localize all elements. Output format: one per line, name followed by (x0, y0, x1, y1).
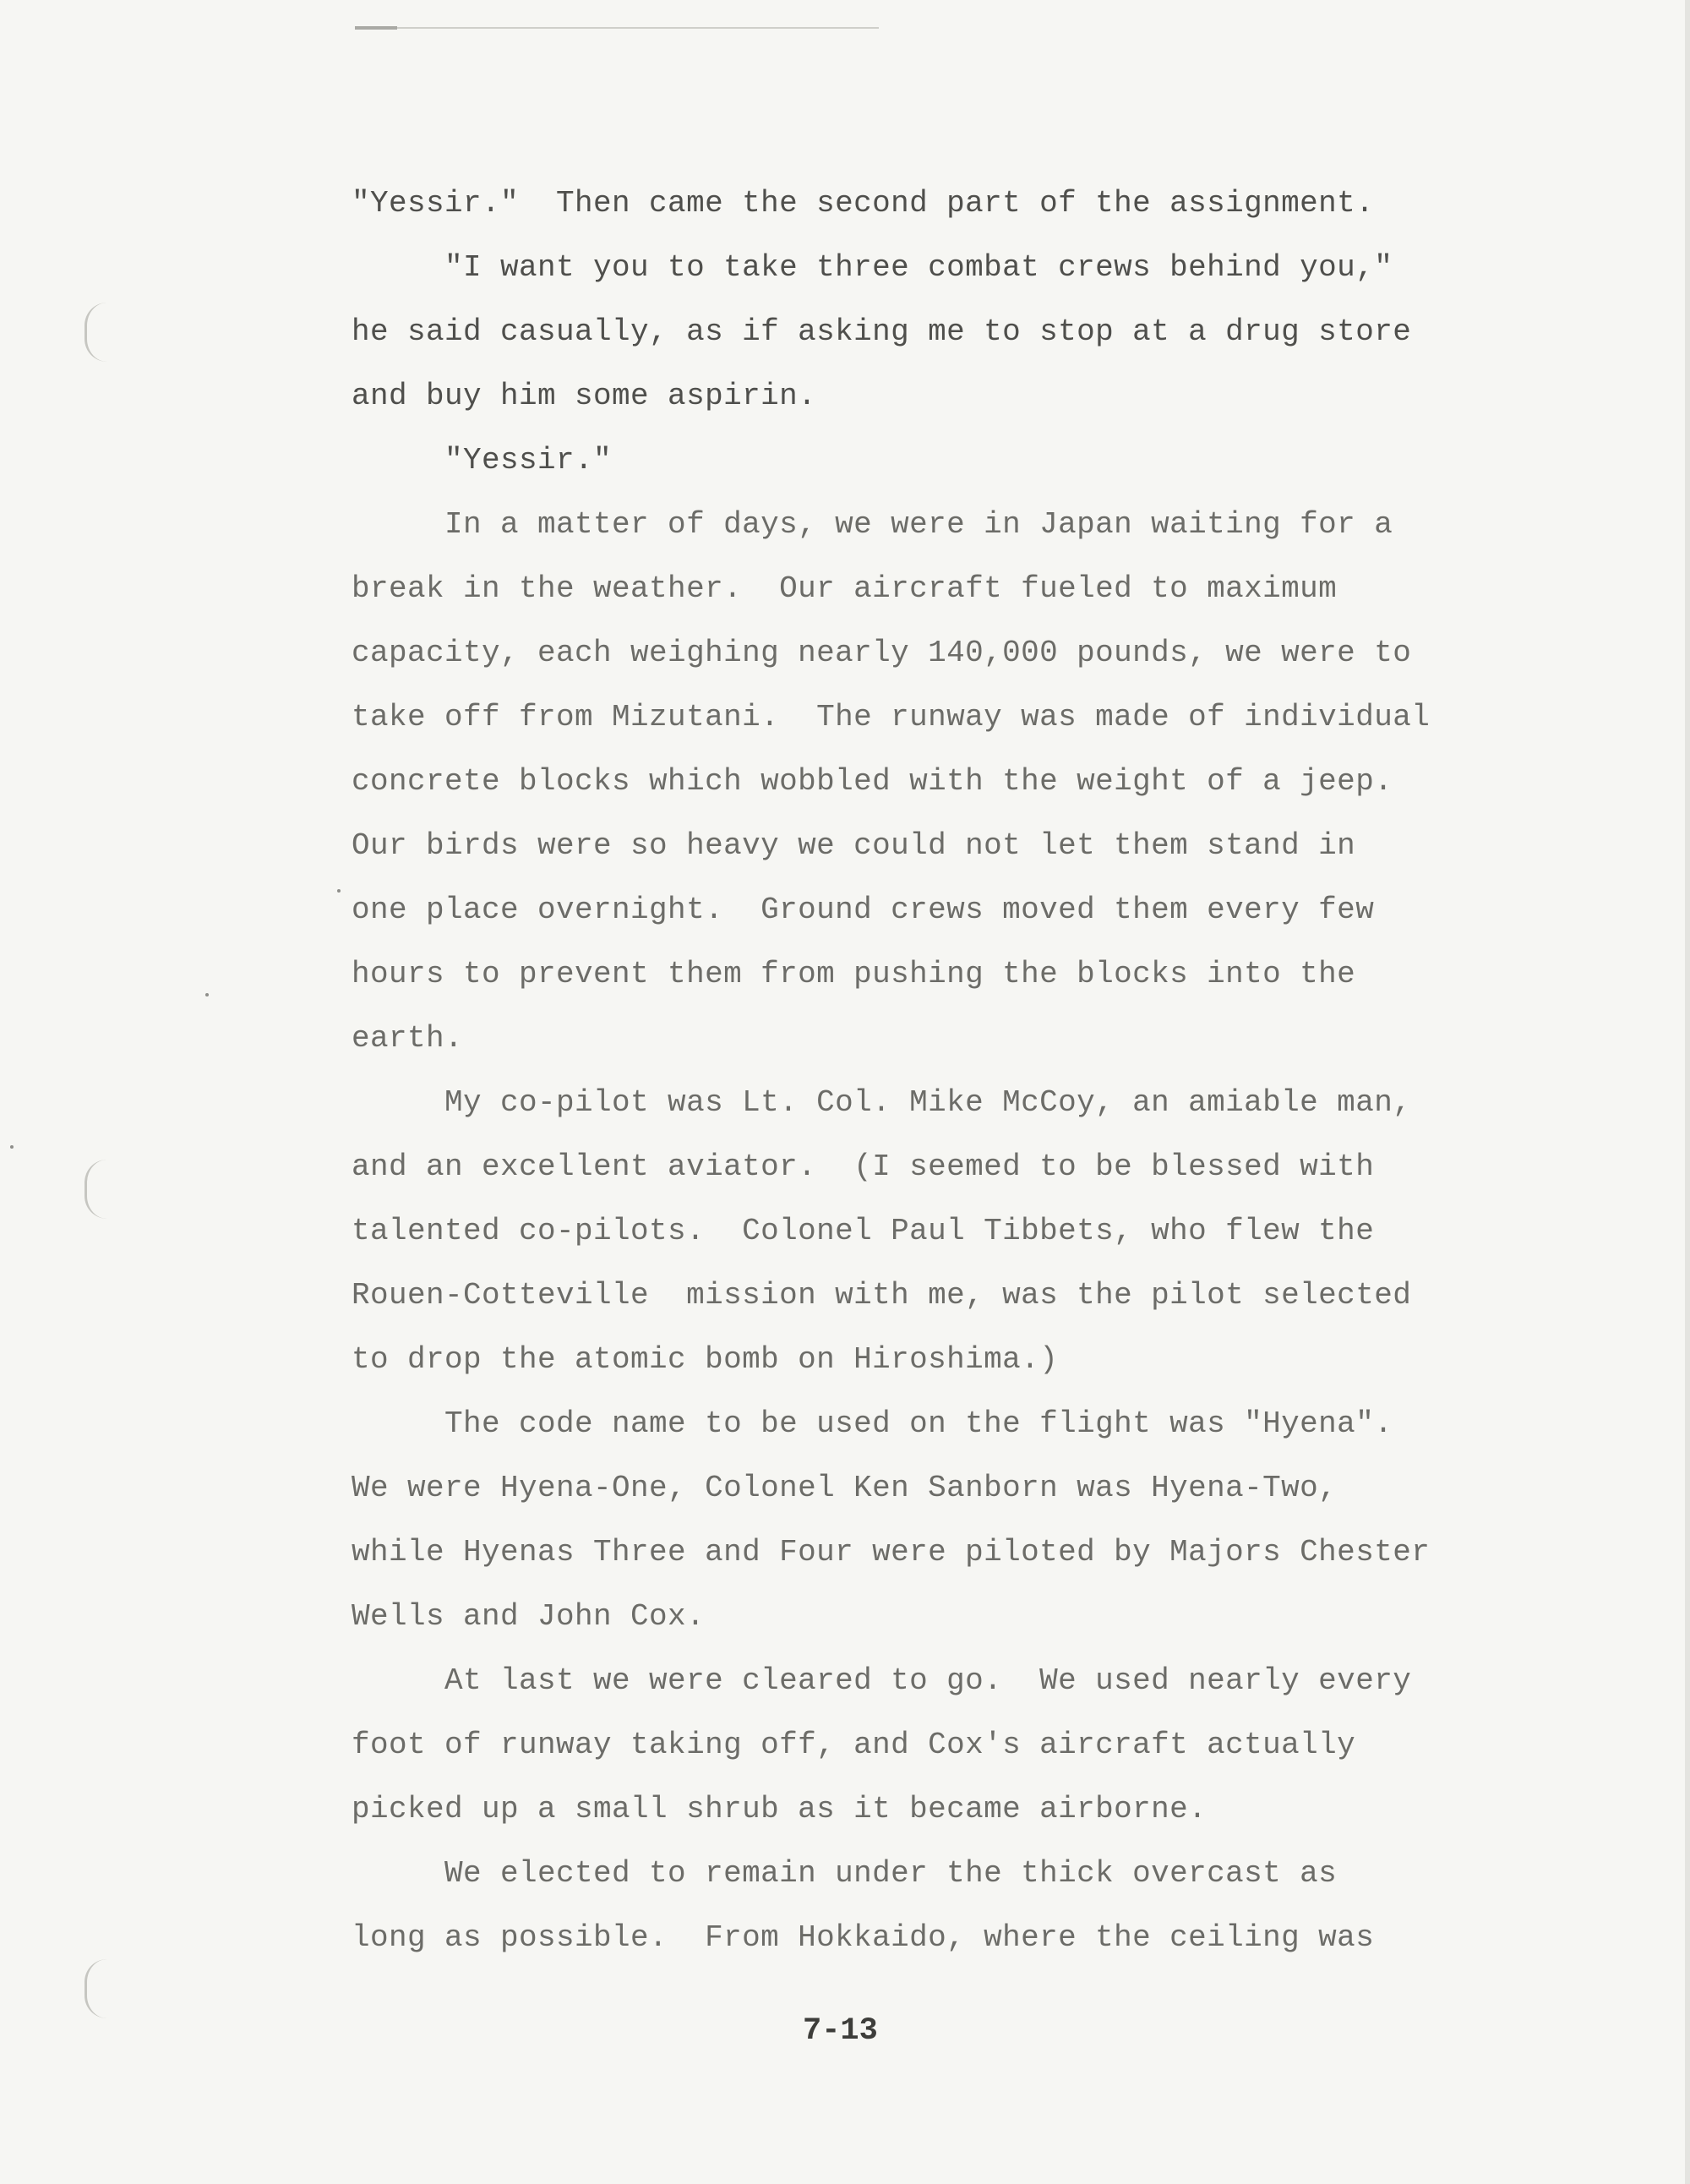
scan-speck (10, 1145, 14, 1149)
text-line: take off from Mizutani. The runway was made of individual (352, 700, 1431, 734)
text-line: to drop the atomic bomb on Hiroshima.) (352, 1342, 1059, 1377)
binder-hole-mark (84, 1959, 107, 2018)
text-line: Our birds were so heavy we could not let them stand in (352, 828, 1356, 863)
binder-hole-mark (84, 303, 107, 362)
text-line: picked up a small shrub as it became airborne. (352, 1792, 1208, 1826)
text-line: and buy him some aspirin. (352, 379, 817, 413)
text-line: At last we were cleared to go. We used nearly every (352, 1663, 1412, 1698)
text-line: Wells and John Cox. (352, 1599, 706, 1634)
text-line: foot of runway taking off, and Cox's aircraft actually (352, 1728, 1356, 1762)
text-line: break in the weather. Our aircraft fueled to maximum (352, 571, 1338, 606)
text-line: one place overnight. Ground crews moved them every few (352, 893, 1375, 927)
text-line: We elected to remain under the thick overcast as (352, 1856, 1338, 1891)
text-line: hours to prevent them from pushing the blocks into the (352, 957, 1356, 991)
text-line: My co-pilot was Lt. Col. Mike McCoy, an amiable man, (352, 1085, 1412, 1120)
text-line: concrete blocks which wobbled with the weight of a jeep. (352, 764, 1393, 799)
text-line: while Hyenas Three and Four were piloted by Majors Chester (352, 1535, 1431, 1570)
scan-speck (205, 993, 209, 996)
text-line: We were Hyena-One, Colonel Ken Sanborn was Hyena-Two, (352, 1471, 1338, 1505)
text-line: In a matter of days, we were in Japan waiting for a (352, 507, 1393, 542)
text-line: talented co-pilots. Colonel Paul Tibbets, who flew the (352, 1214, 1375, 1248)
text-line: The code name to be used on the flight was "Hyena". (352, 1406, 1393, 1441)
text-line: "I want you to take three combat crews behind you," (352, 250, 1393, 285)
text-line: he said casually, as if asking me to stop at a drug store (352, 314, 1412, 349)
top-scan-mark (355, 27, 879, 29)
text-line: "Yessir." Then came the second part of the assignment. (352, 186, 1375, 221)
text-line: earth. (352, 1021, 464, 1056)
page-edge (1685, 0, 1690, 2184)
text-line: Rouen-Cotteville mission with me, was the pilot selected (352, 1278, 1412, 1313)
scan-speck (337, 889, 341, 893)
page-number: 7-13 (803, 2013, 878, 2049)
text-line: long as possible. From Hokkaido, where the ceiling was (352, 1920, 1375, 1955)
top-scan-mark-dark (355, 26, 397, 30)
text-line: "Yessir." (352, 443, 613, 478)
text-line: capacity, each weighing nearly 140,000 pounds, we were to (352, 636, 1412, 670)
binder-hole-mark (84, 1160, 107, 1219)
text-line: and an excellent aviator. (I seemed to be blessed with (352, 1149, 1375, 1184)
